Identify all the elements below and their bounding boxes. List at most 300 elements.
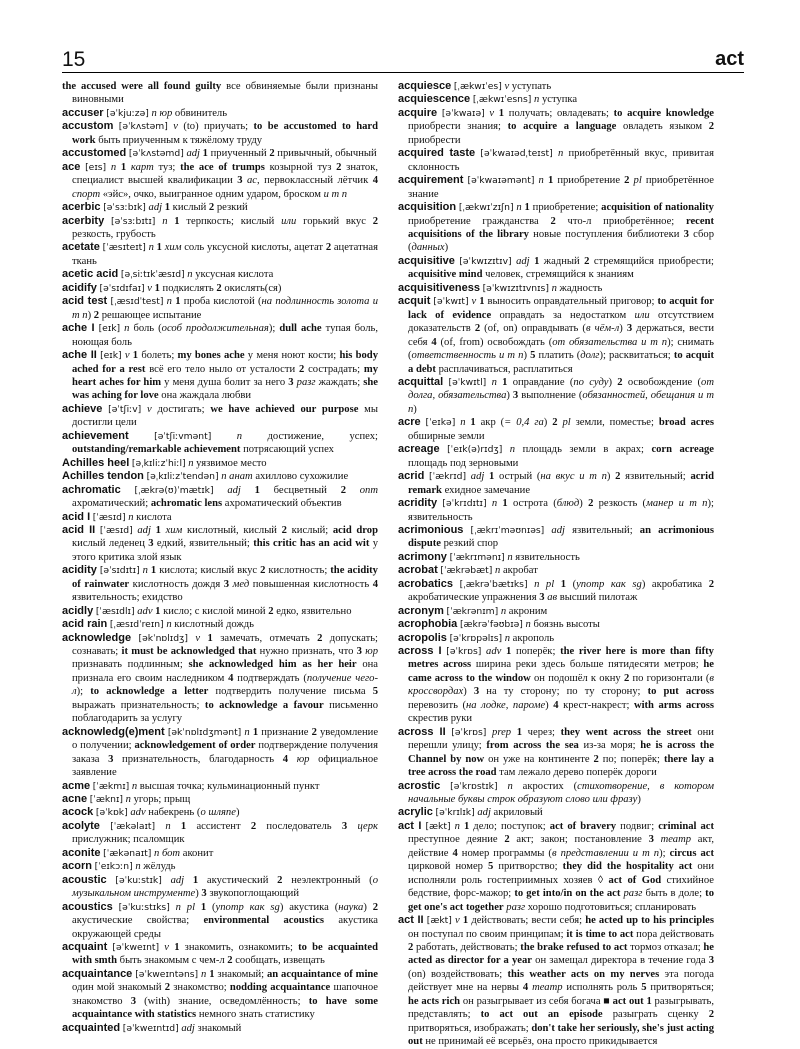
entry-bold-text: 4 xyxy=(282,753,289,765)
entry-bold-text: to acquire a language xyxy=(507,121,617,133)
entry-label: adv xyxy=(486,646,502,658)
entry-bold-text: 4 xyxy=(553,699,559,711)
entry-bold-text: 5 xyxy=(530,350,536,362)
entry-bold-text: recent acquisitions of the library xyxy=(408,215,715,240)
entry-transcription: [əˈkuːstɪk] xyxy=(115,874,162,886)
entry-bold-text: 1 xyxy=(200,901,207,913)
dictionary-entry: acne [ˈæknɪ] n угорь; прыщ xyxy=(62,793,191,806)
entry-bold-text: 2 xyxy=(708,121,714,133)
entry-bold-text: 1 xyxy=(192,874,199,886)
entry-label: о музыкальном инструменте xyxy=(72,874,378,900)
dictionary-entry: acquaint [əˈkweɪnt] v 1 знакомить, ознакомить; to be acquainted with smth быть знакомым с чем-л 2 сообщать, извещать xyxy=(62,941,378,967)
entry-bold-text: 5 xyxy=(641,982,647,994)
entry-bold-text: 1 xyxy=(202,148,208,160)
entry-label: n xyxy=(244,726,250,738)
entry-bold-text: 1 xyxy=(462,915,469,927)
entry-bold-text: 4 xyxy=(372,578,379,590)
entry-headword: acid rain xyxy=(62,618,108,631)
entry-bold-text: environmental acoustics xyxy=(203,915,325,927)
entry-transcription: [əˈkrɒs] xyxy=(451,726,487,738)
entry-bold-text: his body ached for a rest xyxy=(72,350,378,375)
entry-bold-text: to acknowledge a letter xyxy=(90,686,209,698)
entry-transcription: [əˈkweɪnt] xyxy=(112,942,160,953)
entry-headword: acronym xyxy=(398,604,444,617)
dictionary-entry: acreage [ˈeɪk(ə)rɪdʒ] n площадь земли в акрах; corn acreage площадь под зерновыми xyxy=(398,443,715,469)
entry-transcription: [əˈkʌstəm] xyxy=(118,121,168,133)
entry-bold-text: with arms across xyxy=(633,699,715,711)
dictionary-entry: across II [əˈkrɒs] prep 1 через; they went across the street они перешли улицу; from across the sea из-за моря; he is across the Channel by now он уже на континенте 2 по; поперёк; there lay a tree across the road там лежало дерево поперёк дороги xyxy=(398,725,715,779)
entry-headword: acquaint xyxy=(62,941,108,953)
entry-headword: ache I xyxy=(62,322,95,335)
dictionary-entry: acrobat [ˈækrəbæt] n акробат xyxy=(398,564,538,577)
entry-bold-text: 1 xyxy=(479,296,485,308)
entry-bold-text: to acquit for lack of evidence xyxy=(408,296,714,321)
entry-bold-text: acquisitive mind xyxy=(408,269,483,281)
entry-bold-text: corn acreage xyxy=(651,444,715,456)
entry-bold-text: they went across the street xyxy=(560,726,692,738)
entry-label: v xyxy=(455,915,460,927)
entry-label: от обязательства и т п xyxy=(552,336,668,348)
entry-transcription: [ˈæsɪteɪt] xyxy=(102,242,146,254)
entry-label: adj xyxy=(551,524,565,536)
entry-transcription: [əˈkʌstəmd] xyxy=(128,148,184,160)
entry-transcription: [ˈækrɪd] xyxy=(429,471,467,483)
entry-label: n xyxy=(509,444,516,456)
entry-headword: acid II xyxy=(62,523,96,536)
dictionary-entry: acquainted [əˈkweɪntɪd] adj знакомый xyxy=(62,1021,242,1034)
entry-bold-text: to be accustomed to hard work xyxy=(72,121,378,146)
entry-bold-text: to be acquainted with smth xyxy=(72,942,378,967)
entry-bold-text: don't take her seriously, she's just acting out xyxy=(408,1022,714,1048)
entry-bold-text: 2 xyxy=(504,834,510,846)
right-column xyxy=(398,80,714,1049)
entry-label: спорт xyxy=(72,188,101,200)
entry-bold-text: 2 xyxy=(624,175,630,187)
dictionary-entry: acidify [əˈsɪdɪfaɪ] v 1 подкислять 2 окислять(ся) xyxy=(62,281,282,294)
entry-headword: acid I xyxy=(62,510,91,523)
dictionary-entry: acidly [ˈæsɪdlɪ] adv 1 кисло; с кислой миной 2 едко, язвительно xyxy=(62,604,352,617)
entry-headword: acoustic xyxy=(62,873,107,886)
entry-headword: acre xyxy=(398,416,421,429)
entry-label: в чём-л xyxy=(585,323,620,335)
entry-label: n xyxy=(110,161,117,173)
entry-headword: acrimony xyxy=(398,550,447,563)
entry-label: n xyxy=(166,296,172,308)
entry-headword: acquisition xyxy=(398,201,457,214)
entry-label: или xyxy=(634,309,650,321)
entry-transcription: [ˈæsɪd] xyxy=(92,511,126,523)
entry-transcription: [əˈsɜːbɪk] xyxy=(103,202,146,214)
entry-bold-text: outstanding/remarkable achievement xyxy=(72,444,241,456)
entry-bold-text: to acquire knowledge xyxy=(613,107,715,119)
entry-headword: accuser xyxy=(62,106,104,119)
entry-headword: acknowledg(e)ment xyxy=(62,725,165,738)
entry-label: особ продолжительная xyxy=(161,323,269,335)
entry-headword: acquit xyxy=(398,295,431,308)
entry-label: n xyxy=(538,175,544,187)
entry-label: v xyxy=(147,403,152,415)
entry-bold-text: 1 xyxy=(252,726,259,738)
entry-bold-text: 2 xyxy=(474,323,481,335)
entry-bold-text: they did the hospitality act xyxy=(562,861,693,873)
entry-transcription: [eɪk] xyxy=(100,350,122,362)
entry-headword: acquirement xyxy=(398,174,464,187)
entry-bold-text: 2 xyxy=(281,524,287,536)
dictionary-entry: acronym [ˈækrənɪm] n акроним xyxy=(398,604,548,617)
entry-headword: acrobat xyxy=(398,564,438,577)
entry-label: n xyxy=(534,94,540,106)
entry-headword: acid test xyxy=(62,295,108,308)
entry-bold-text: 1 xyxy=(547,175,554,187)
entry-label: adj xyxy=(137,524,151,536)
entry-label: хим xyxy=(164,242,182,254)
entry-transcription: [əˈsɪdɪtɪ] xyxy=(99,565,140,577)
dictionary-entry: accustom [əˈkʌstəm] v (to) приучать; to be accustomed to hard work быть приученным к тяжёлому труду xyxy=(62,120,378,146)
entry-transcription: [ˈækrəbæt] xyxy=(440,565,493,577)
entry-bold-text: act of God xyxy=(608,874,662,886)
left-column xyxy=(62,80,378,1035)
entry-headword: acetic acid xyxy=(62,268,119,281)
dictionary-entry: acrimonious [ˌækrɪˈməʊnɪəs] adj язвительный; an acrimonious dispute резкий спор xyxy=(398,523,715,550)
entry-label: n xyxy=(188,457,194,469)
entry-label: n xyxy=(142,565,148,577)
entry-bold-text: 4 xyxy=(452,847,458,859)
entry-label: n xyxy=(525,619,531,631)
dictionary-entry: act I [ækt] n 1 дело; поступок; act of bravery подвиг; criminal act преступное деяние 2 акт; закон; постановление 3 театр акт, действие 4 номер программы (в представлении и т п); circus act цирковой номер 5 притворство; they did the hospitality act они исполняли роль гостеприимных хозяев ◊ act of God стихийное бедствие, форс-мажор; to get into/in on the act разг быть в доле; to get one's act together разг хорошо подготовиться; спланировать xyxy=(398,819,715,913)
entry-label: о шляпе xyxy=(200,807,236,819)
entry-label: n xyxy=(460,417,466,429)
entry-label: обязанностей, обещания и т п xyxy=(408,390,714,415)
entry-transcription: [əˈtʃiːv] xyxy=(108,403,142,415)
entry-label: pl xyxy=(562,417,571,429)
entry-label: v xyxy=(164,942,169,953)
entry-transcription: [əˈkjuːzə] xyxy=(106,107,149,119)
entry-headword: acquiesce xyxy=(398,80,452,92)
entry-label: n xyxy=(454,820,460,832)
entry-bold-text: 1 xyxy=(506,646,512,658)
page-number: 15 xyxy=(62,48,86,71)
entry-bold-text: 2 xyxy=(708,578,714,590)
dictionary-entry: acrid [ˈækrɪd] adj 1 острый (на вкус и т п) 2 язвительный; acrid remark ехидное замечание xyxy=(398,470,714,496)
dictionary-entry: acquiescence [ˌækwɪˈesns] n уступка xyxy=(398,93,578,106)
entry-headword: achievement xyxy=(62,429,129,442)
entry-label: v xyxy=(471,296,477,308)
dictionary-entry: acidity [əˈsɪdɪtɪ] n 1 кислота; кислый вкус 2 кислотность; the acidity of rainwater кислотность дождя 3 мед повышенная кислотность 4 язвительность; ехидство xyxy=(62,564,379,604)
entry-bold-text: 4 xyxy=(228,672,234,684)
dictionary-entry: acme [ˈækmɪ] n высшая точка; кульминационный пункт xyxy=(62,779,320,792)
entry-transcription: [əˈkɒk] xyxy=(95,807,128,819)
entry-bold-text: 2 xyxy=(708,1009,714,1021)
entry-transcription: [əˈsɪdɪfaɪ] xyxy=(99,282,145,294)
entry-headword: acquainted xyxy=(62,1021,121,1034)
entry-transcription: [əˈkuːstɪks] xyxy=(118,901,170,913)
entry-transcription: [əˈkrɪdɪtɪ] xyxy=(442,498,487,510)
entry-headword: acidify xyxy=(62,281,97,294)
entry-headword: acreage xyxy=(398,443,440,456)
entry-headword: acerbity xyxy=(62,214,105,227)
entry-label: в кроссвордах xyxy=(408,672,714,698)
entry-bold-text: 3 xyxy=(223,578,230,590)
entry-label: на лодке, пароме xyxy=(465,699,546,711)
entry-transcription: [eɪk] xyxy=(98,323,121,335)
entry-bold-text: 1 xyxy=(209,968,215,980)
entry-headword: acrobatics xyxy=(398,577,454,590)
entry-label: n юр xyxy=(151,107,173,119)
entry-bold-text: she was aching for love xyxy=(72,376,378,402)
dictionary-entry: the accused were all found guilty все обвиняемые были признаны виновными xyxy=(62,81,378,106)
entry-transcription: [ˌækwɪˈes] xyxy=(453,81,502,92)
entry-bold-text: to put across xyxy=(647,686,714,698)
entry-headword: acknowledge xyxy=(62,631,132,644)
entry-label: adj xyxy=(186,148,200,160)
entry-bold-text: an acquaintance of mine xyxy=(266,968,379,980)
entry-bold-text: 1 xyxy=(516,726,523,738)
entry-bold-text: 2 xyxy=(311,726,317,738)
entry-headword: acoustics xyxy=(62,900,113,913)
entry-bold-text: 5 xyxy=(488,861,494,873)
entry-bold-text: he came across to the window xyxy=(408,659,714,684)
entry-headword: acolyte xyxy=(62,819,100,832)
entry-headword: achromatic xyxy=(62,483,121,496)
entry-transcription: [əˌkɪliːzˈtendən] xyxy=(146,471,219,483)
entry-label: n pl xyxy=(175,901,196,913)
entry-label: n xyxy=(500,605,507,617)
dictionary-entry: acquisition [ˌækwɪˈzɪʃn] n 1 приобретение; acquisition of nationality приобретение гражданства 2 что-л приобретённое; recent acquisitions of the library новые поступления библиотеки 3 сбор (данных) xyxy=(398,201,715,254)
entry-bold-text: she acknowledged him as her heir xyxy=(188,659,357,671)
entry-label: разг xyxy=(506,901,526,913)
entry-transcription: [əˈsɜːbɪtɪ] xyxy=(111,215,156,227)
dictionary-entry: acquittal [əˈkwɪtl] n 1 оправдание (по суду) 2 освобождение (от долга, обязательства) 3 выполнение (обязанностей, обещания и т п) xyxy=(398,375,714,415)
entry-bold-text: 1 xyxy=(470,417,476,429)
entry-headword: ace xyxy=(62,160,81,173)
entry-bold-text: 3 xyxy=(626,323,633,335)
entry-label: v xyxy=(124,350,130,362)
entry-label: n xyxy=(162,215,168,227)
entry-headword: acrophobia xyxy=(398,618,458,631)
entry-transcription: [ˌæsɪdˈtest] xyxy=(110,296,164,308)
entry-label: n xyxy=(504,632,511,644)
entry-bold-text: 2 xyxy=(372,215,378,227)
entry-headword: acme xyxy=(62,779,91,792)
entry-bold-text: 2 xyxy=(93,309,100,321)
entry-label: театр xyxy=(532,982,563,994)
dictionary-entry: acropolis [əˈkrɒpəlɪs] n акрополь xyxy=(398,631,555,644)
dictionary-entry: acock [əˈkɒk] adv набекрень (о шляпе) xyxy=(62,806,240,819)
entry-label: наука xyxy=(338,901,364,913)
entry-bold-text: 2 xyxy=(164,982,171,994)
entry-bold-text: 1 xyxy=(502,498,508,510)
entry-headword: act II xyxy=(398,914,424,927)
dictionary-entry: acquiesce [ˌækwɪˈes] v уступать xyxy=(398,80,552,92)
entry-bold-text: 3 xyxy=(708,955,714,967)
entry-label: получение чего-л xyxy=(72,672,378,698)
entry-label: ответственность и т п xyxy=(411,350,524,362)
entry-bold-text: 2 xyxy=(584,255,590,267)
entry-label: adj xyxy=(477,807,491,819)
entry-bold-text: the accused were all found guilty xyxy=(62,81,222,92)
entry-bold-text: 1 xyxy=(174,215,180,227)
entry-transcription: [əˈtʃiːvmənt] xyxy=(154,430,212,442)
entry-transcription: [ˈækmɪ] xyxy=(92,780,130,792)
entry-bold-text: 1 xyxy=(463,820,470,832)
dictionary-entry: acquit [əˈkwɪt] v 1 выносить оправдательный приговор; to acquit for lack of evidence оправдать за недостатком или отсутствием доказательств 2 (of, on) оправдывать (в чём-л) 3 держаться, вести себя 4 (of, from) освобождать (от обязательства и т п); снимать (ответственность и т п) 5 платить (долг); расквитаться; to acquit a debt расплачиваться, расплатиться xyxy=(398,295,715,375)
entry-headword: acrimonious xyxy=(398,523,464,536)
entry-bold-text: 4 xyxy=(372,175,378,187)
entry-bold-text: an acrimonious dispute xyxy=(408,524,715,550)
entry-label: = 0,4 га xyxy=(504,417,544,429)
dictionary-entry: acrylic [əˈkrɪlɪk] adj акриловый xyxy=(398,806,543,819)
dictionary-entry: ace [eɪs] n 1 карт туз; the ace of trumps козырной туз 2 знаток, специалист высшей квалификации 3 ас, первоклассный лётчик 4 спорт «эйс», очко, выигранное одним ударом, броском и т п xyxy=(62,160,379,200)
entry-label: n xyxy=(124,323,130,335)
dictionary-entry: acid test [ˌæsɪdˈtest] n 1 проба кислотой (на подлинность золота и т п) 2 решающее испытание xyxy=(62,295,378,321)
entry-label: adj xyxy=(227,484,241,496)
entry-headword: acquire xyxy=(398,106,438,119)
entry-label: данных xyxy=(411,242,445,254)
entry-headword: acridity xyxy=(398,497,438,510)
entry-label: adv xyxy=(137,605,153,617)
dictionary-entry: acolyte [ˈækəlaɪt] n 1 ассистент 2 последователь 3 церк прислужник; псаломщик xyxy=(62,819,378,846)
entry-label: n xyxy=(557,148,564,160)
entry-label: долг xyxy=(580,350,600,362)
entry-bold-text: 1 xyxy=(560,578,567,590)
entry-label: ав xyxy=(547,592,558,604)
entry-transcription: [ækt] xyxy=(425,820,451,832)
entry-transcription: [ˈæsɪdlɪ] xyxy=(95,605,135,617)
entry-transcription: [ˈæknɪ] xyxy=(89,794,124,806)
entry-transcription: [əkˈnɒlɪdʒ] xyxy=(138,632,188,644)
dictionary-entry: acquire [əˈkwaɪə] v 1 получать; овладевать; to acquire knowledge приобрести знания; to acquire a language овладеть языком 2 приобрести xyxy=(398,106,715,146)
entry-label: n бот xyxy=(154,847,181,859)
entry-bold-text: 2 xyxy=(317,632,323,644)
entry-label: манер и т п xyxy=(646,498,708,510)
entry-bold-text: the acidity of rainwater xyxy=(72,565,378,590)
dictionary-entry: aconite [ˈækənaɪt] n бот аконит xyxy=(62,846,214,859)
entry-bold-text: it must be acknowledged that xyxy=(121,646,257,658)
entry-transcription: [ˈeɪk(ə)rɪdʒ] xyxy=(447,444,503,456)
entry-label: adj xyxy=(148,202,163,214)
entry-transcription: [eɪs] xyxy=(85,161,107,173)
entry-transcription: [əˈkwaɪə] xyxy=(441,107,485,119)
entry-bold-text: 3 xyxy=(288,376,294,388)
entry-bold-text: acquisition of nationality xyxy=(601,202,714,214)
entry-transcription: [ˌækrəˈbætɪks] xyxy=(459,578,528,590)
dictionary-entry: acetate [ˈæsɪteɪt] n 1 хим соль уксусной кислоты, ацетат 2 ацетатная ткань xyxy=(62,241,378,267)
entry-bold-text: 2 xyxy=(623,672,630,684)
dictionary-entry: achievement [əˈtʃiːvmənt] n достижение, успех; outstanding/remarkable achievement потрясающий успех xyxy=(62,429,378,456)
entry-headword: achieve xyxy=(62,402,103,415)
entry-transcription: [əˌsiːtɪkˈæsɪd] xyxy=(120,269,185,281)
entry-transcription: [ˌækrə(ʊ)ˈmætɪk] xyxy=(134,484,214,496)
entry-label: n xyxy=(128,511,134,523)
dictionary-entry: acre [ˈeɪkə] n 1 акр (= 0,4 га) 2 pl земли, поместье; broad acres обширные земли xyxy=(398,416,714,442)
entry-headword: acidly xyxy=(62,604,94,617)
entry-transcription: [ækt] xyxy=(426,915,452,927)
entry-transcription: [əˌkɪliːzˈhiːl] xyxy=(131,457,186,469)
entry-transcription: [əˈkwɪzɪtɪv] xyxy=(459,255,512,267)
dictionary-entry: acrostic [əˈkrɒstɪk] n акростих (стихотворение, в котором начальные буквы строк образуют слово или фразу) xyxy=(398,779,714,806)
entry-transcription: [əˈkwɪzɪtɪvnɪs] xyxy=(482,282,549,294)
entry-headword: acquisitive xyxy=(398,254,455,267)
entry-bold-text: 2 xyxy=(269,148,275,160)
entry-bold-text: there lay a tree across the road xyxy=(408,753,714,779)
entry-bold-text: 1 xyxy=(132,350,139,362)
entry-bold-text: criminal act xyxy=(658,820,715,832)
entry-label: разг xyxy=(296,376,316,388)
entry-bold-text: 2 xyxy=(208,202,215,214)
entry-transcription: [əˈkrɒstɪk] xyxy=(450,780,498,792)
dictionary-entry: acerbic [əˈsɜːbɪk] adj 1 кислый 2 резкий xyxy=(62,201,248,214)
entry-transcription: [əˈkrɒs] xyxy=(446,646,482,658)
entry-transcription: [əˈkrɪlɪk] xyxy=(435,807,475,819)
entry-bold-text: this weather acts on my nerves xyxy=(507,968,660,980)
entry-bold-text: dull ache xyxy=(279,323,322,335)
dictionary-entry: across I [əˈkrɒs] adv 1 поперёк; the river here is more than fifty metres across ширина реки здесь больше пятидесяти метров; he came across to the window он подошёл к окну 2 по горизонтали (в кроссвордах) 3 на ту сторону; по ту сторону; to put across перевозить (на лодке, пароме) 4 крест-накрест; with arms across скрестив руки xyxy=(398,645,715,725)
entry-label: употр как sg xyxy=(215,901,280,913)
entry-label: карт xyxy=(130,161,154,173)
entry-headword: across II xyxy=(398,725,446,738)
dictionary-entry: acorn [ˈeɪkɔːn] n жёлудь xyxy=(62,860,176,873)
entry-transcription: [əˈkweɪntɪd] xyxy=(122,1022,179,1034)
entry-bold-text: 3 xyxy=(201,888,207,900)
entry-bold-text: 2 xyxy=(260,565,266,577)
entry-bold-text: the river here is more than fifty metres across xyxy=(408,646,714,671)
entry-bold-text: 2 xyxy=(250,820,257,832)
entry-label: pl xyxy=(633,175,642,187)
dictionary-entry: achieve [əˈtʃiːv] v достигать; we have achieved our purpose мы достигли цели xyxy=(62,402,378,429)
entry-bold-text: 1 xyxy=(154,282,160,294)
entry-label: n pl xyxy=(534,578,555,590)
entry-label: n xyxy=(148,242,154,254)
entry-bold-text: act out xyxy=(612,995,644,1007)
dictionary-entry: acrobatics [ˌækrəˈbætɪks] n pl 1 (употр как sg) акробатика 2 акробатические упражнения 3 ав высший пилотаж xyxy=(398,577,714,604)
entry-headword: across I xyxy=(398,645,442,658)
dictionary-entry: achromatic [ˌækrə(ʊ)ˈmætɪk] adj 1 бесцветный 2 опт ахроматический; achromatic lens ахроматический объектив xyxy=(62,483,378,510)
entry-label: юр xyxy=(365,646,378,658)
entry-bold-text: 1 xyxy=(120,161,127,173)
entry-headword: acquittal xyxy=(398,375,444,388)
entry-bold-text: it is time to act xyxy=(566,928,634,940)
entry-transcription: [ˈækrɪmənɪ] xyxy=(449,551,505,563)
entry-transcription: [ˌækwɪˈesns] xyxy=(472,94,532,106)
entry-headword: accustom xyxy=(62,120,114,133)
entry-label: n xyxy=(491,498,498,510)
entry-label: разг xyxy=(623,888,643,900)
entry-bold-text: acid drop xyxy=(332,524,378,536)
entry-label: v xyxy=(489,107,495,119)
entry-bold-text: acrid remark xyxy=(408,471,714,496)
entry-bold-text: my bones ache xyxy=(177,350,245,362)
entry-transcription: [əˈkwɪtl] xyxy=(448,376,487,388)
entry-label: v xyxy=(504,81,510,92)
entry-bold-text: 3 xyxy=(512,390,519,402)
entry-bold-text: this critic has an acid wit xyxy=(253,538,370,550)
entry-transcription: [əkˈnɒlɪdʒmənt] xyxy=(167,726,242,738)
entry-bold-text: 3 xyxy=(130,995,136,1007)
header-rule xyxy=(62,72,744,73)
entry-label: хим xyxy=(165,524,183,536)
dictionary-entry: acoustic [əˈkuːstɪk] adj 1 акустический 2 неэлектронный (о музыкальном инструменте) 3 звукопоглощающий xyxy=(62,873,378,900)
entry-transcription: [ækrəˈfəʊbɪə] xyxy=(459,619,523,631)
entry-bold-text: 2 xyxy=(615,471,621,483)
entry-transcription: [əˈkrɒpəlɪs] xyxy=(449,632,503,644)
dictionary-entry: acrophobia [ækrəˈfəʊbɪə] n боязнь высоты xyxy=(398,618,600,631)
entry-label: в представлении и т п xyxy=(551,847,660,859)
entry-label: n анат xyxy=(221,471,253,483)
entry-bold-text: to acquit a debt xyxy=(408,350,714,375)
dictionary-entry: Achilles tendon [əˌkɪliːzˈtendən] n анат ахиллово сухожилие xyxy=(62,470,349,483)
entry-label: n xyxy=(166,619,172,631)
entry-transcription: [əˈkwaɪəmənt] xyxy=(467,175,535,187)
